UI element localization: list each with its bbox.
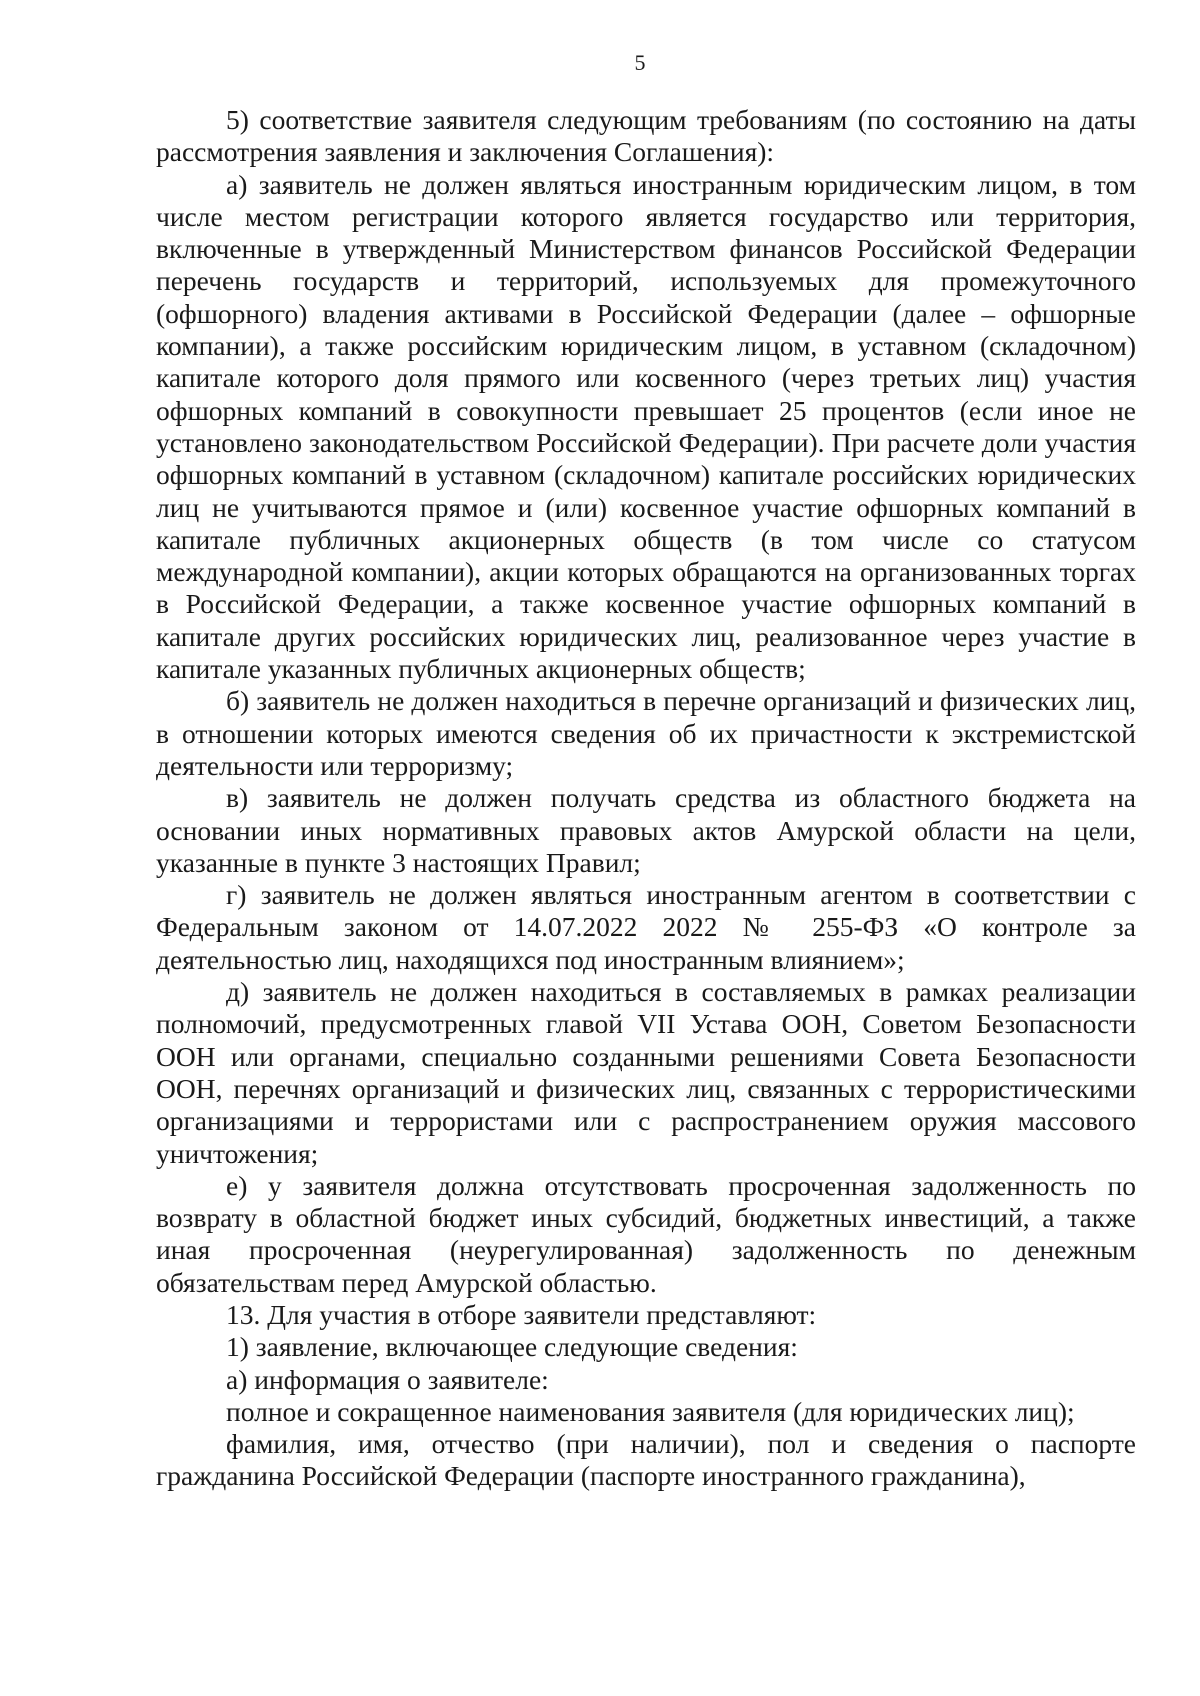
paragraph-item-1-application: 1) заявление, включающее следующие сведения: xyxy=(226,1331,798,1363)
page-number: 5 xyxy=(634,50,646,75)
paragraph-requirement-g: г) заявитель не должен являться иностранным агентом в соответствии с Федеральным законом от 14.07.2022 2022 № 255-ФЗ «О контроле за деятельностью лиц, находящихся под иностранным влиянием»; xyxy=(156,879,1136,975)
paragraph-requirement-v: в) заявитель не должен получать средства из областного бюджета на основании иных нормативных правовых актов Амурской области на цели, указанные в пункте 3 настоящих Правил; xyxy=(156,782,1136,878)
paragraph-item-a-applicant-info: а) информация о заявителе: xyxy=(226,1363,549,1395)
paragraph-requirement-d: д) заявитель не должен находиться в составляемых в рамках реализации полномочий, предусмотренных главой VII Устава ООН, Советом Безопасности ООН или органами, специально созданными решениями Совета Безопасности ООН, перечнях организаций и физических лиц, связанных с террористическими организациями и террористами или с распространением оружия массового уничтожения; xyxy=(156,976,1136,1169)
document-body xyxy=(156,104,1136,1493)
paragraph-requirement-a: а) заявитель не должен являться иностранным юридическим лицом, в том числе местом регистрации которого является государство или территория, включенные в утвержденный Министерством финансов Российской Федерации перечень государств и территорий, используемых для промежуточного (офшорного) владения активами в Российской Федерации (далее – офшорные компании), а также российским юридическим лицом, в уставном (складочном) капитале которого доля прямого или косвенного (через третьих лиц) участия офшорных компаний в совокупности превышает 25 процентов (если иное не установлено законодательством Российской Федерации). При расчете доли участия офшорных компаний в уставном (складочном) капитале российских юридических лиц не учитываются прямое и (или) косвенное участие офшорных компаний в капитале публичных акционерных обществ (в том числе со статусом международной компании), акции которых обращаются на организованных торгах в Российской Федерации, а также косвенное участие офшорных компаний в капитале других российских юридических лиц, реализованное через участие в капитале указанных публичных акционерных обществ; xyxy=(156,168,1136,685)
paragraph-passport-info: фамилия, имя, отчество (при наличии), пол и сведения о паспорте гражданина Российской Федерации (паспорте иностранного гражданина), xyxy=(156,1428,1136,1492)
paragraph-requirements-intro: 5) соответствие заявителя следующим требованиям (по состоянию на даты рассмотрения заявления и заключения Соглашения): xyxy=(156,104,1136,168)
paragraph-section-13: 13. Для участия в отборе заявители представляют: xyxy=(226,1298,817,1330)
paragraph-full-short-name: полное и сокращенное наименования заявителя (для юридических лиц); xyxy=(226,1395,1075,1427)
paragraph-requirement-b: б) заявитель не должен находиться в перечне организаций и физических лиц, в отношении которых имеются сведения об их причастности к экстремистской деятельности или терроризму; xyxy=(156,685,1136,781)
paragraph-requirement-e: е) у заявителя должна отсутствовать просроченная задолженность по возврату в областной бюджет иных субсидий, бюджетных инвестиций, а также иная просроченная (неурегулированная) задолженность по денежным обязательствам перед Амурской областью. xyxy=(156,1169,1136,1298)
